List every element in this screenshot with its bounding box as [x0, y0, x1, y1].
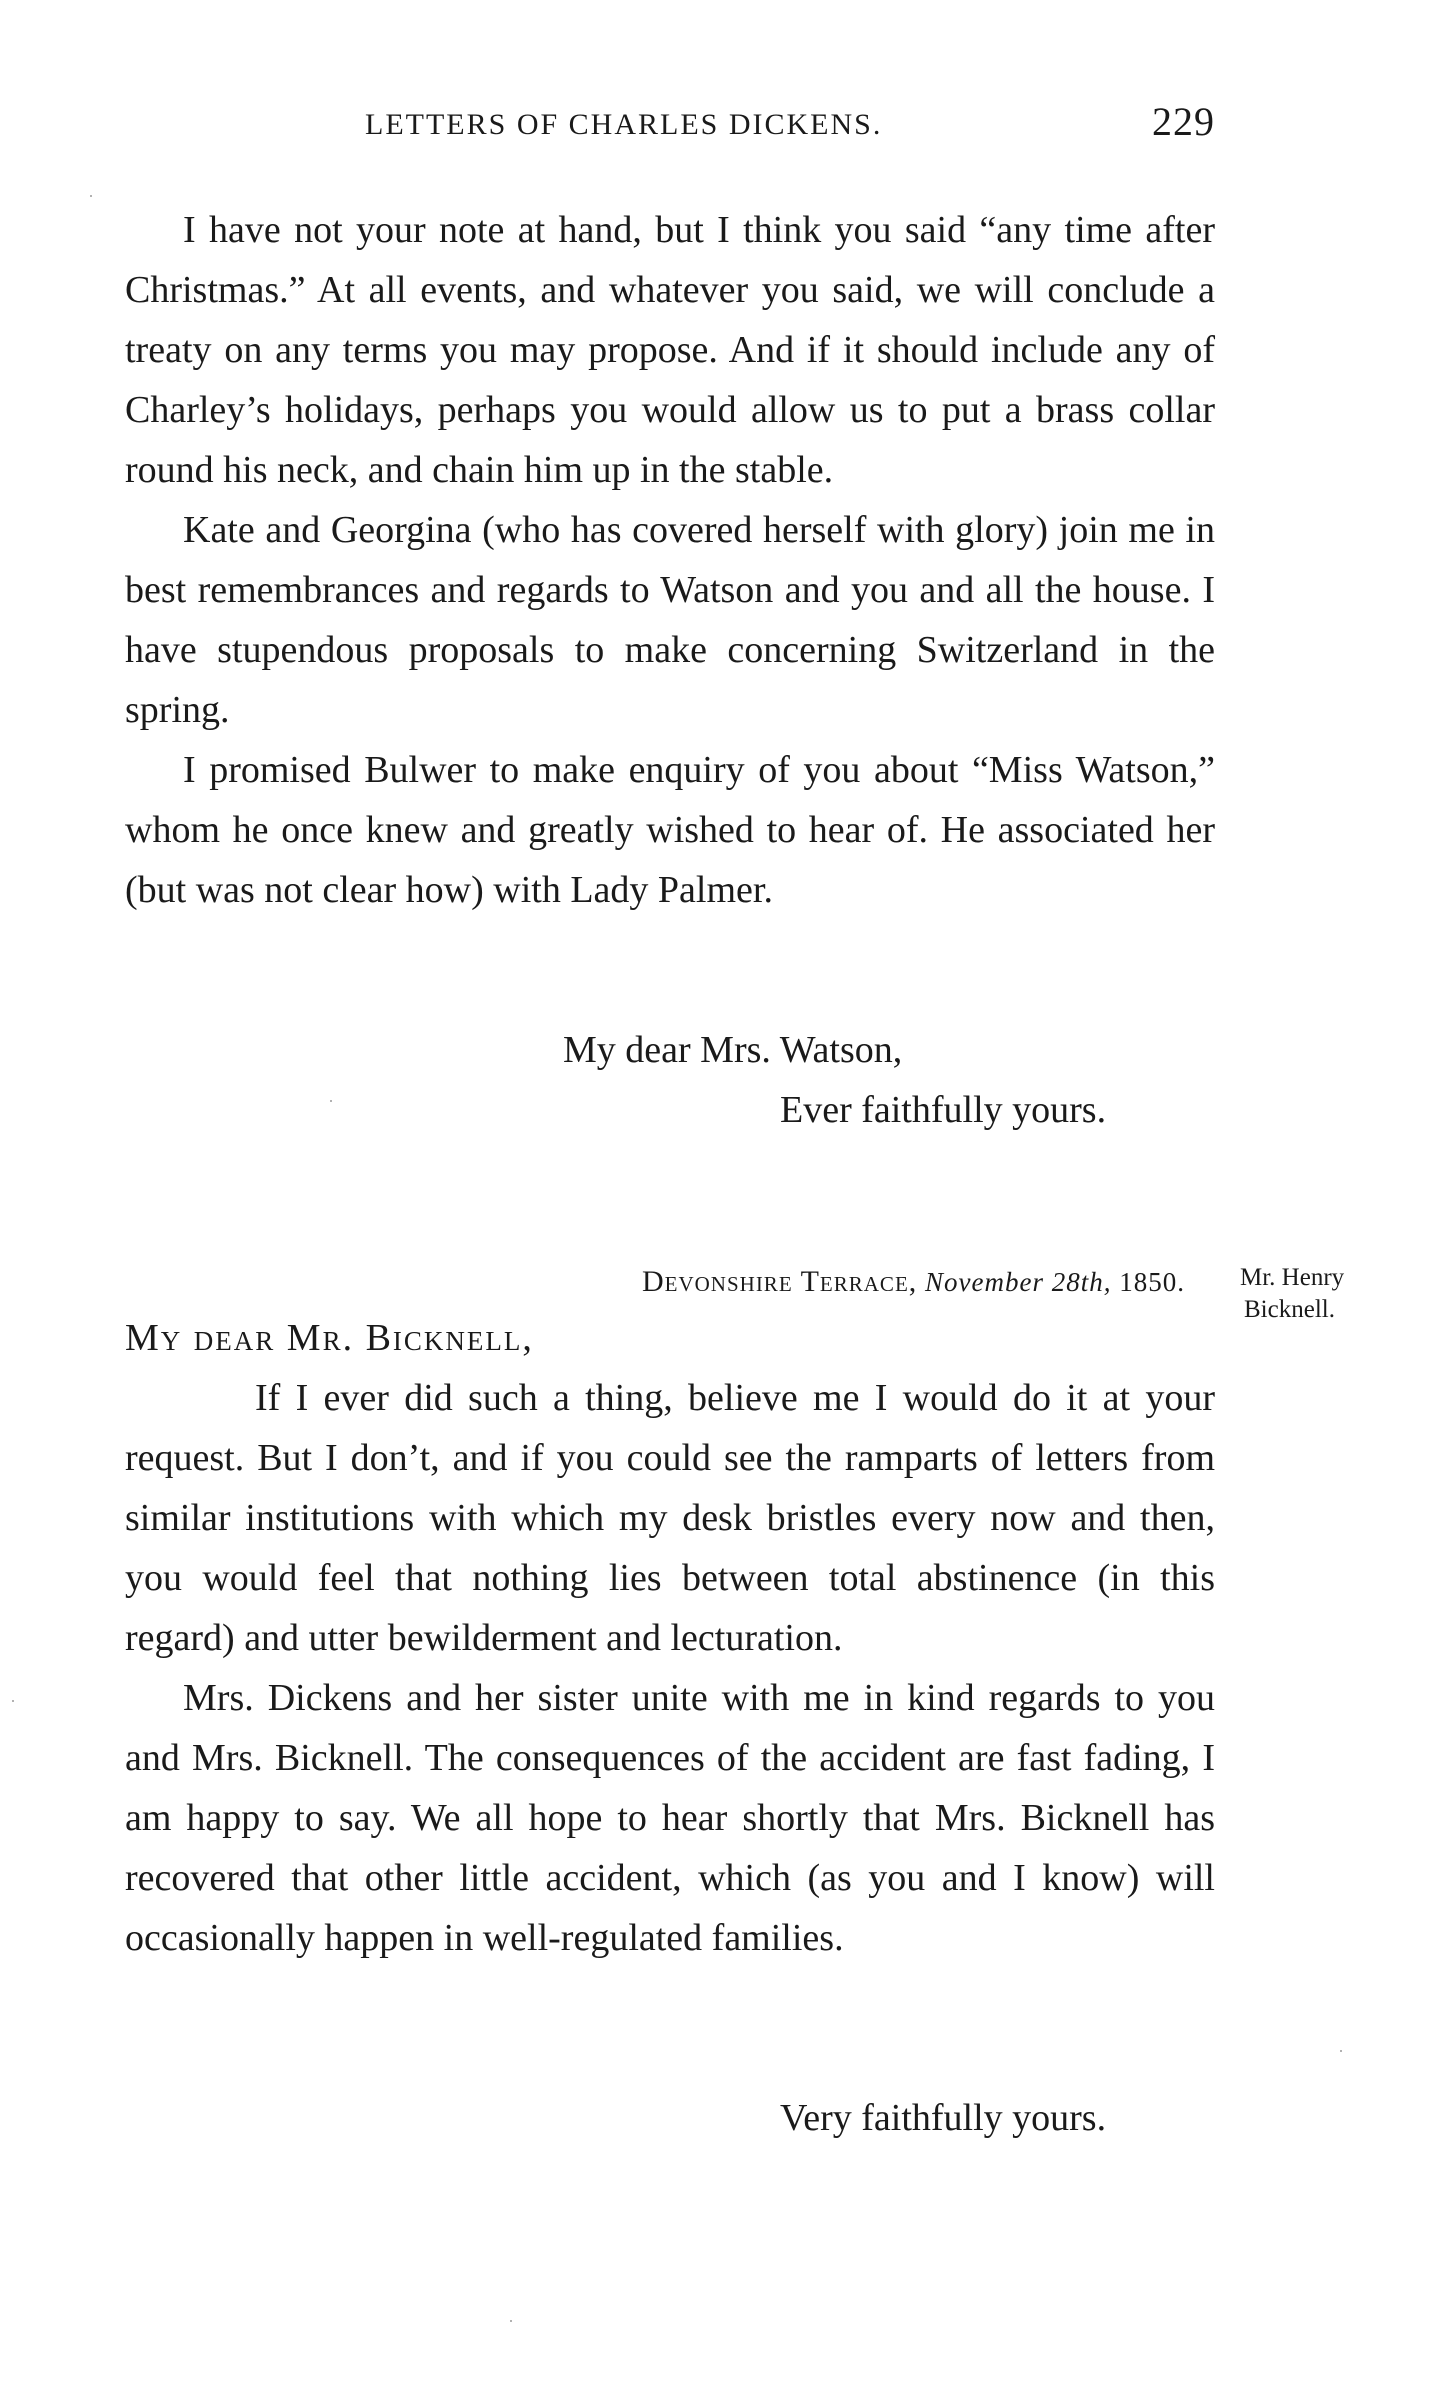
paper-speck — [1340, 2050, 1342, 2052]
letter-1-signoff: Ever faithfully yours. — [780, 1089, 1107, 1131]
letter-1-closing-salutation: My dear Mrs. Watson, — [563, 1029, 903, 1071]
dateline-place: Devonshire Terrace, — [641, 1265, 918, 1298]
letter-1-paragraph-1: I have not your note at hand, but I think you said “any time after Christmas.” At all events, and whatever you said, we will conclude a treaty on any terms you may propose. And if it should include any of Charley’s holidays, perhaps you would allow us to put a brass collar round his neck, and chain him up in the stable. — [125, 209, 1215, 491]
letter-2-salutation: My dear Mr. Bicknell, — [125, 1317, 534, 1359]
letter-1-paragraph-3: I promised Bulwer to make enquiry of you about “Miss Watson,” whom he once knew and greatly wished to hear of. He associated her (but was not clear how) with Lady Palmer. — [125, 749, 1215, 911]
letter-2-paragraph-2: Mrs. Dickens and her sister unite with me in kind regards to you and Mrs. Bicknell. The consequences of the accident are fast fading, I am happy to say. We all hope to hear shortly that Mrs. Bicknell has recovered that other little accident, which (as you and I know) will occasionally happen in well-regulated families. — [125, 1677, 1215, 1959]
paper-speck — [330, 1100, 332, 1102]
margin-note-recipient — [1240, 1262, 1344, 1326]
letter-2-dateline — [642, 1265, 1185, 1299]
dateline-date: November 28th, — [925, 1267, 1112, 1297]
page-number: 229 — [1152, 99, 1215, 144]
letter-2-signoff: Very faithfully yours. — [780, 2097, 1107, 2139]
paper-speck — [12, 1700, 14, 1702]
running-title: LETTERS OF CHARLES DICKENS. — [365, 108, 883, 141]
letter-1-paragraph-2: Kate and Georgina (who has covered herself with glory) join me in best remembrances and regards to Watson and you and all the house. I have stupendous proposals to make concerning Switzerland in the spring. — [125, 509, 1215, 731]
letter-2-body — [125, 1368, 1215, 1968]
margin-note-line-2: Bicknell. — [1244, 1296, 1335, 1323]
paper-speck — [90, 195, 92, 197]
margin-note-line-1: Mr. Henry — [1240, 1264, 1345, 1291]
running-head — [125, 98, 1215, 148]
letter-1-body — [125, 200, 1215, 920]
dateline-year: 1850. — [1119, 1267, 1185, 1297]
letter-2-paragraph-1: If I ever did such a thing, believe me I would do it at your request. But I don’t, and if you could see the ramparts of letters from similar institutions with which my desk bristles every now and then, you would feel that nothing lies between total abstinence (in this regard) and utter bewilderment and lecturation. — [125, 1377, 1215, 1659]
paper-speck — [510, 2320, 512, 2322]
